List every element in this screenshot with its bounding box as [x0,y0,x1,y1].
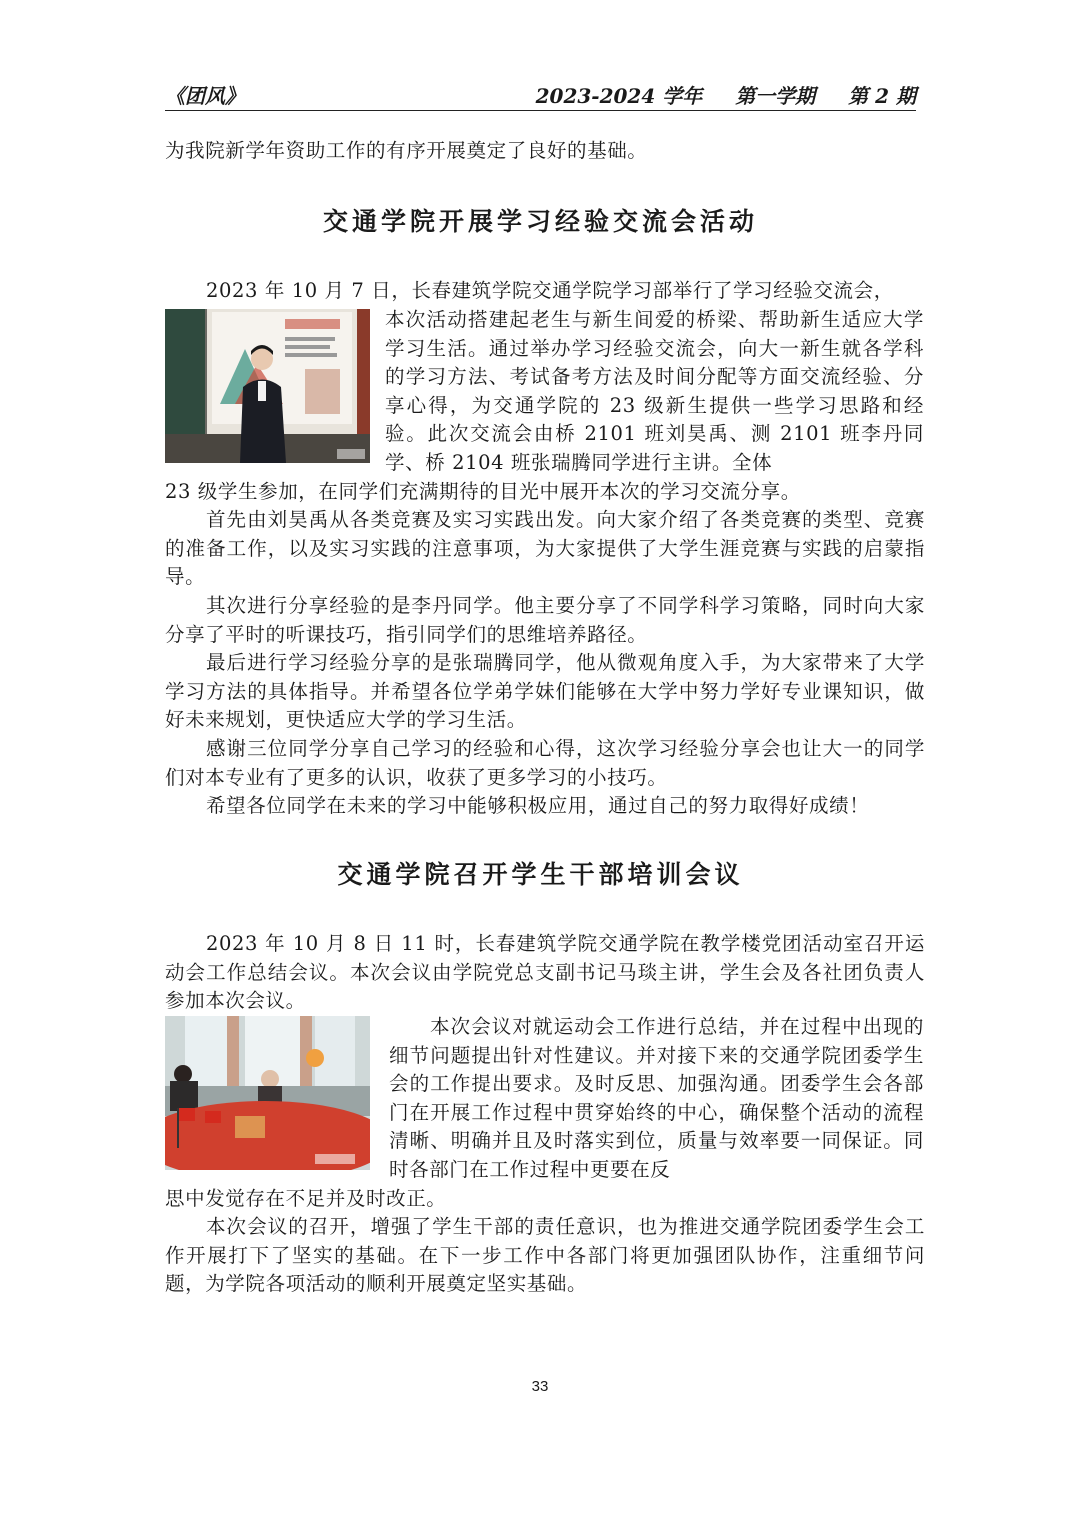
article2-after-text: 思中发觉存在不足并及时改正。 [165,1187,447,1210]
article1-paragraph-6: 希望各位同学在未来的学习中能够积极应用，通过自己的努力取得好成绩！ [206,794,870,817]
lecture-photo-illustration [165,309,370,463]
lecture-photo [165,309,370,463]
page-number: 33 [531,1378,549,1395]
meeting-photo [165,1016,370,1170]
page-header [165,80,916,111]
article1-paragraph-3: 其次进行分享经验的是李丹同学。他主要分享了不同学科学习策略，同时向大家分享了平时的听课技巧，指引同学们的思维培养路径。 [165,594,925,646]
meeting-photo-illustration [165,1016,370,1170]
issue-number: 第 2 期 [848,84,916,108]
article2-paragraph-3: 本次会议的召开，增强了学生干部的责任意识，也为推进交通学院团委学生会工作开展打下了坚实的基础。在下一步工作中各部门将更加强团队协作，注重细节问题，为学院各项活动的顺利开展奠定坚实基础。 [165,1215,925,1296]
semester: 第一学期 [735,84,816,108]
article1-after-text: 23 级学生参加，在同学们充满期待的目光中展开本次的学习交流分享。 [165,480,801,503]
article1-paragraph-5: 感谢三位同学分享自己学习的经验和心得，这次学习经验分享会也让大一的同学们对本专业有了更多的认识，收获了更多学习的小技巧。 [165,737,925,789]
article1-paragraph-2: 首先由刘昊禹从各类竞赛及实习实践出发。向大家介绍了各类竞赛的类型、竞赛的准备工作，以及实习实践的注意事项，为大家提供了大学生涯竞赛与实践的启蒙指导。 [165,508,925,589]
article1-lead: 2023 年 10 月 7 日，长春建筑学院交通学院学习部举行了学习经验交流会， [206,279,894,302]
article1-beside-text: 本次活动搭建起老生与新生间爱的桥梁、帮助新生适应大学学习生活。通过举办学习经验交流会，向大一新生就各学科的学习方法、考试备考方法及时间分配等方面交流经验、分享心得，为交通学院的 23 级新生提供一些学习思路和经验。此次交流会由桥 2101 班刘昊禹、测 2101 班李丹同学、桥 2104 班张瑞腾同学进行主讲。全体 [385,308,924,474]
academic-year: 2023-2024 学年 [535,84,703,108]
article1-title: 交通学院开展学习经验交流会活动 [322,207,758,236]
article2-title: 交通学院召开学生干部培训会议 [337,860,744,889]
article2-paragraph-1: 2023 年 10 月 8 日 11 时，长春建筑学院交通学院在教学楼党团活动室召开运动会工作总结会议。本次会议由学院党总支副书记马琰主讲，学生会及各社团负责人参加本次会议。 [165,932,925,1013]
issue-info [536,80,916,109]
journal-name: 《团风》 [165,84,245,108]
article1-paragraph-4: 最后进行学习经验分享的是张瑞腾同学，他从微观角度入手，为大家带来了大学学习方法的具体指导。并希望各位学弟学妹们能够在大学中努力学好专业课知识，做好未来规划，更快适应大学的学习生活。 [165,651,925,732]
article2-beside-text: 本次会议对就运动会工作进行总结，并在过程中出现的细节问题提出针对性建议。并对接下来的交通学院团委学生会的工作提出要求。及时反思、加强沟通。团委学生会各部门在开展工作过程中贯穿始终的中心，确保整个活动的流程清晰、明确并且及时落实到位，质量与效率要一同保证。同时各部门在工作过程中更要在反 [389,1015,924,1181]
intro-line: 为我院新学年资助工作的有序开展奠定了良好的基础。 [165,139,648,162]
